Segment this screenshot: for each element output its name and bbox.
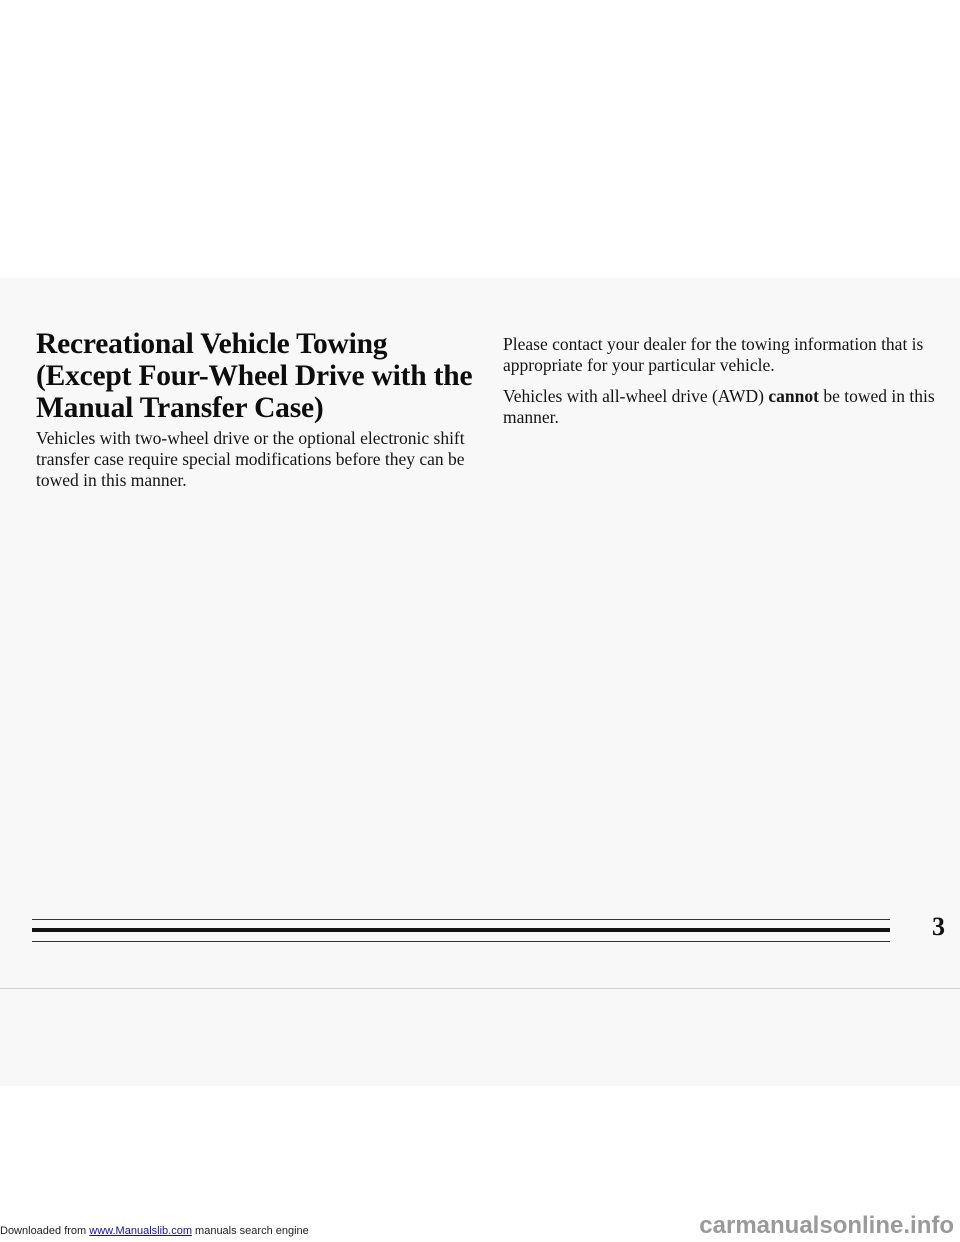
footer-rule-thick	[32, 928, 890, 932]
footer-rule-bottom	[32, 941, 890, 942]
page-number: 3	[932, 912, 945, 941]
download-footer	[0, 1224, 309, 1238]
scan-edge-line	[0, 988, 960, 989]
footer-rule-top	[32, 919, 890, 920]
awd-paragraph	[503, 386, 935, 428]
left-paragraph: Vehicles with two-wheel drive or the optional electronic shift transfer case require special modifications before they can be towed in this manner.	[36, 428, 465, 490]
footer-prefix: Downloaded from	[0, 1225, 90, 1237]
footer-suffix: manuals search engine	[191, 1225, 309, 1237]
awd-text-start: Vehicles with all-wheel drive (AWD)	[503, 386, 769, 406]
dealer-contact-paragraph: Please contact your dealer for the towing information that is appropriate for your particular vehicle.	[503, 334, 924, 375]
cannot-emphasis: cannot	[768, 386, 819, 406]
manualslib-link[interactable]: www.Manualslib.com	[89, 1225, 192, 1237]
section-heading: Recreational Vehicle Towing (Except Four-Wheel Drive with the Manual Transfer Case)	[36, 328, 473, 424]
awd-text-end: be towed in this manner.	[503, 386, 935, 427]
watermark: carmanualsonline.info	[699, 1212, 954, 1239]
